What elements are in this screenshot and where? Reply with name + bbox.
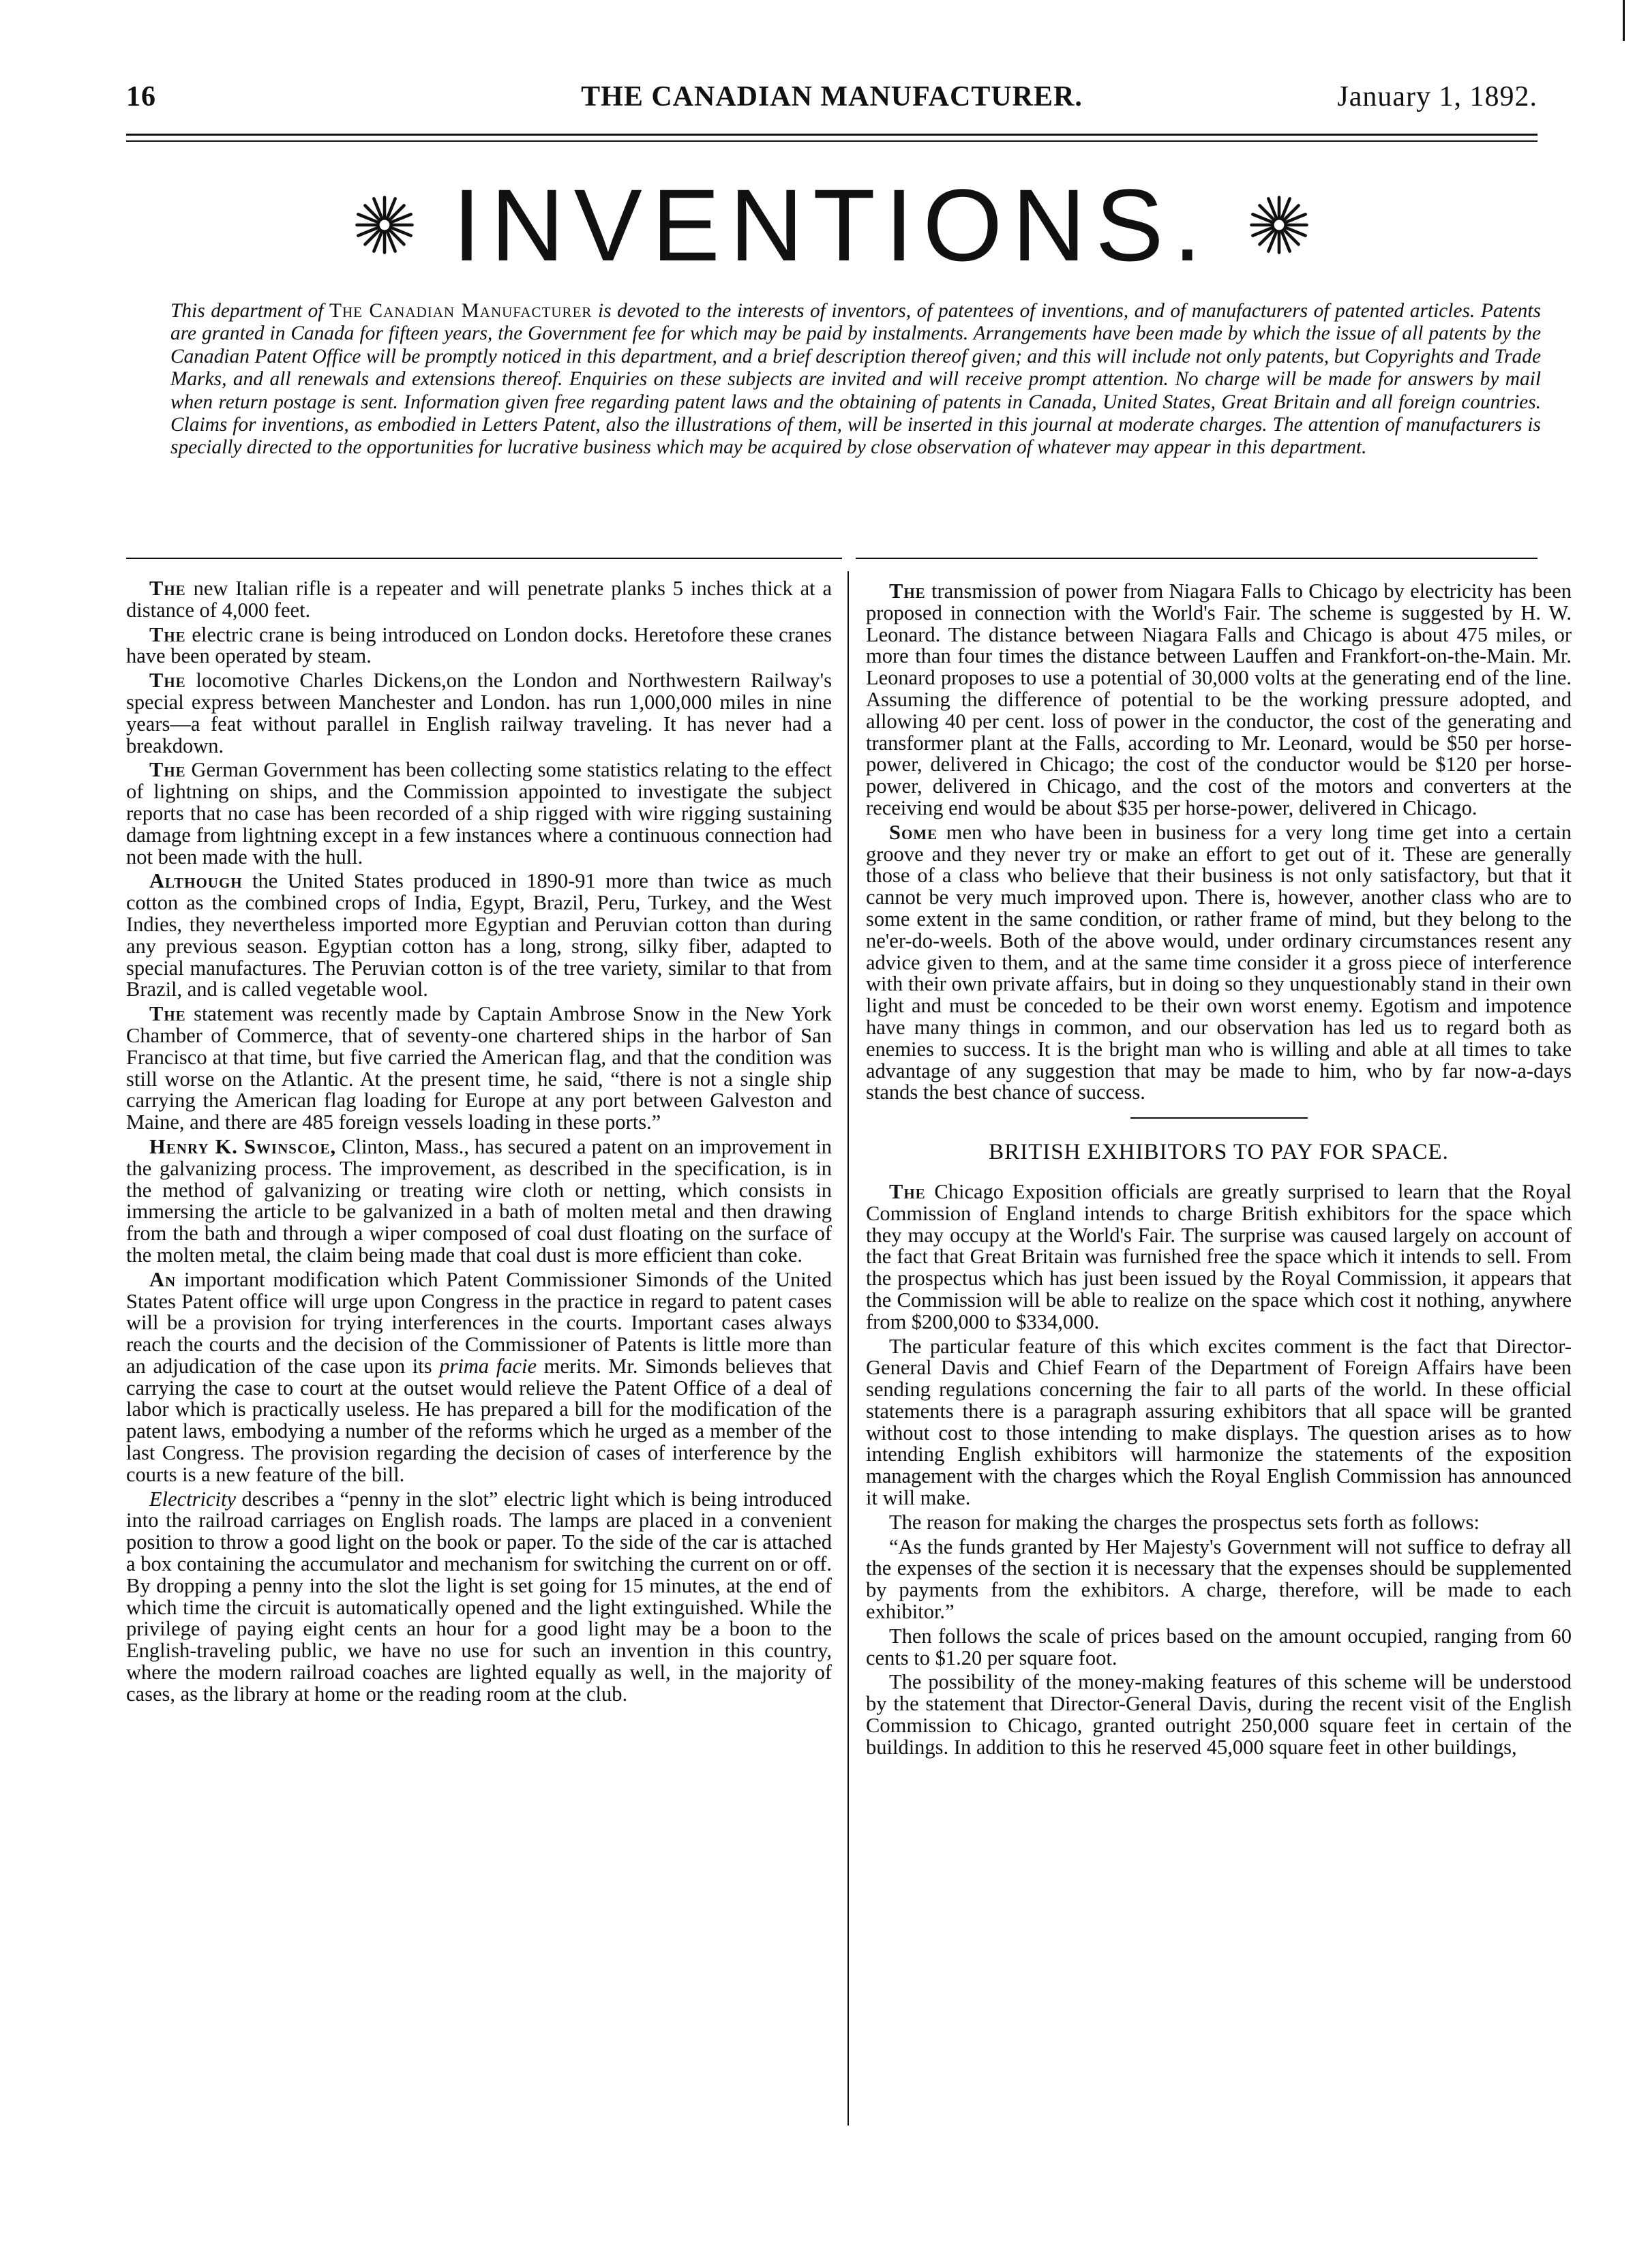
intro-text: is devoted to the interests of inventors, of patentees of inventions, and of manufacturers of patented articles. Patents are granted in Canada for fifteen years, the Government fee for which may be paid by instalments. Arrangements have been made by which the issue of all patents by the Canadian Patent Office will be promptly noticed in this department, and a brief description thereof given; and this will include not only patents, but Copyrights and Trade Marks, and all renewals and extensions thereof. Enquiries on these subjects are invited and will receive prompt attention. No charge will be made for answers by mail when return postage is sent. Information given free regarding patent laws and the obtaining of patents in Canada, United States, Great Britain and all foreign countries. Claims for inventions, as embodied in Letters Patent, also the illustrations of them, will be inserted in this journal at moderate charges. The attention of manufacturers is specially directed to the opportunities for lucrative business which may be acquired by close observation of whatever may appear in this department. — [170, 300, 1541, 459]
article-paragraph: The new Italian rifle is a repeater and will penetrate planks 5 inches thick at a distance of 4,000 feet. — [126, 577, 832, 622]
section-heading: BRITISH EXHIBITORS TO PAY FOR SPACE. — [989, 1140, 1449, 1165]
department-intro — [170, 300, 1541, 459]
column-divider — [847, 571, 849, 2126]
article-paragraph: Electricity describes a “penny in the slot” electric light which is being introduced into the railroad carriages on English roads. The lamps are placed in a convenient position to throw a good light on the book or paper. To the side of the car is attached a box containing the accumulator and mechanism for switching the current on or off. By dropping a penny into the slot the light is set going for 15 minutes, at the end of which time the circuit is automatically opened and the light extinguished. While the privilege of paying eight cents an hour for a good light may be a boon to the English-traveling public, we have no use for such an invention in this country, where the modern railroad coaches are lighted equally as well, in the majority of cases, as the library at home or the reading room at the club. — [126, 1487, 832, 1706]
article-paragraph: The reason for making the charges the prospectus sets forth as follows: — [889, 1510, 1480, 1534]
header-double-rule — [126, 134, 1537, 142]
running-head — [126, 80, 1537, 121]
page-number: 16 — [126, 81, 156, 112]
article-paragraph: The electric crane is being introduced on London docks. Heretofore these cranes have been operated by steam. — [126, 622, 832, 668]
issue-date: January 1, 1892. — [1337, 81, 1537, 112]
article-paragraph: Although the United States produced in 1890-91 more than twice as much cotton as the combined crops of India, Egypt, Brazil, Peru, Turkey, and the West Indies, they nevertheless imported more Egyptian and Peruvian cotton than during any previous season. Egyptian cotton has a long, strong, silky fiber, adapted to special manufactures. The Peruvian cotton is of the tree variety, similar to that from Brazil, and is called vegetable wool. — [126, 869, 832, 1001]
scan-edge-mark — [1623, 0, 1625, 41]
quoted-paragraph: “As the funds granted by Her Majesty's Government will not suffice to defray all the expenses of the section it is necessary that the expenses should be supplemented by payments from the exhibitors. A charge, therefore, will be made to each exhibitor.” — [866, 1534, 1572, 1624]
article-paragraph: The Chicago Exposition officials are greatly surprised to learn that the Royal Commission of England intends to charge British exhibitors for the space which they may occupy at the World's Fair. The surprise was caused largely on account of the fact that Great Britain was furnished free the space which it intends to sell. From the prospectus which has just been issued by the Royal Commission, it appears that the Commission will be able to realize on the space which cost it nothing, anywhere from $200,000 to $334,000. — [866, 1179, 1572, 1333]
article-paragraph: The German Government has been collecting some statistics relating to the effect of lightning on ships, and the Commission appointed to investigate the subject reports that no case has been recorded of a ship rigged with wire rigging sustaining damage from lightning except in a few instances where a continuous connection had not been made with the hull. — [126, 758, 832, 868]
article-paragraph: The possibility of the money-making features of this scheme will be understood by the statement that Director-General Davis, during the recent visit of the English Commission to Chicago, granted outright 250,000 square feet in certain of the buildings. In addition to this he reserved 45,000 square feet in other buildings, — [866, 1670, 1572, 1759]
article-paragraph: The transmission of power from Niagara Falls to Chicago by electricity has been proposed in connection with the World's Fair. The scheme is suggested by H. W. Leonard. The distance between Niagara Falls and Chicago is about 475 miles, or more than four times the distance between Lauffen and Frankfort-on-the-Main. Mr. Leonard proposes to use a potential of 30,000 volts at the generating end of the line. Assuming the difference of potential to be the working pressure adopted, and allowing 40 per cent. loss of power in the conductor, the cost of the generating and transformer plant at the Falls, according to Mr. Leonard, would be $50 per horse-power, delivered in Chicago; the cost of the conductor would be $120 per horse-power, delivered in Chicago, and the cost of the motors and converters at the receiving end would be about $35 per horse-power, delivered in Chicago. — [866, 579, 1572, 819]
department-title — [126, 167, 1537, 283]
article-paragraph: Some men who have been in business for a very long time get into a certain groove and they never try or make an effort to get out of it. These are generally those of a class who believe that their business is not only satisfactory, but that it cannot be very much improved upon. There is, however, another class who are to some extent in the same condition, or rather frame of mind, but they belong to the ne'er-do-weels. Both of the above would, under ordinary circumstances resent any advice given to them, and at the same time consider it a gross piece of interference with their own private affairs, but in doing so they unquestionably stand in their own light and must be conceded to be their own worst enemy. Egotism and impotence have many things in common, and our observation has led us to regard both as enemies to success. It is the bright man who is willing and able at all times to take advantage of any suggestion that may be made to him, who by far now-a-days stands the best chance of success. — [866, 820, 1572, 1104]
intro-rule-left — [126, 558, 842, 559]
article-paragraph: The locomotive Charles Dickens,on the London and Northwestern Railway's special express between Manchester and London. has run 1,000,000 miles in nine years—a feat without parallel in English railway traveling. It has never had a breakdown. — [126, 669, 832, 757]
asterisk-burst-icon — [353, 194, 416, 256]
intro-journal-name: The Canadian Manufacturer — [329, 300, 592, 322]
intro-rule-right — [856, 558, 1537, 559]
right-column — [866, 581, 1572, 1762]
journal-title: THE CANADIAN MANUFACTURER. — [581, 81, 1083, 112]
article-paragraph: Henry K. Swinscoe, Clinton, Mass., has secured a patent on an improvement in the galvanizing process. The improvement, as described in the specification, is in the method of galvanizing or treating wire cloth or netting, which consists in immersing the article to be galvanized in a bath of molten metal and then drawing from the bath and through a wiper composed of coal dust floating on the surface of the molten metal, the claim being made that coal dust is more efficient than coke. — [126, 1134, 832, 1267]
section-title: INVENTIONS. — [452, 168, 1212, 282]
article-paragraph: Then follows the scale of prices based on the amount occupied, ranging from 60 cents to $1.20 per square foot. — [866, 1624, 1572, 1669]
section-separator-rule — [1130, 1117, 1308, 1119]
article-paragraph: An important modification which Patent Commissioner Simonds of the United States Patent office will urge upon Congress in the practice in regard to patent cases will be a provision for trying interferences in the courts. Important cases always reach the courts and the decision of the Commissioner of Patents is little more than an adjudication of the case upon its prima facie merits. Mr. Simonds believes that carrying the case to court at the outset would relieve the Patent Office of a deal of labor which is practically useless. He has prepared a bill for the modification of the patent laws, embodying a number of the reforms which he urged as a member of the last Congress. The provision regarding the decision of cases of interference by the courts is a new feature of the bill. — [126, 1267, 832, 1486]
left-column — [126, 578, 832, 1708]
intro-text: This department of — [170, 300, 330, 322]
article-paragraph: The statement was recently made by Captain Ambrose Snow in the New York Chamber of Commerce, that of seventy-one chartered ships in the harbor of San Francisco at that time, but five carried the American flag, and that the condition was still worse on the Atlantic. At the present time, he said, “there is not a single ship carrying the American flag loading for Europe at any port between Galveston and Maine, and there are 485 foreign vessels loading in these ports.” — [126, 1002, 832, 1134]
asterisk-burst-icon — [1248, 194, 1310, 256]
article-paragraph: The particular feature of this which excites comment is the fact that Director-General Davis and Chief Fearn of the Department of Foreign Affairs have been sending regulations concerning the fair to all parts of the world. In these official statements there is a paragraph assuring exhibitors that all space will be granted without cost to those intending to make displays. The question arises as to how intending English exhibitors will harmonize the statements of the exposition management with the charges which the Royal English Commission has announced it will make. — [866, 1334, 1572, 1510]
